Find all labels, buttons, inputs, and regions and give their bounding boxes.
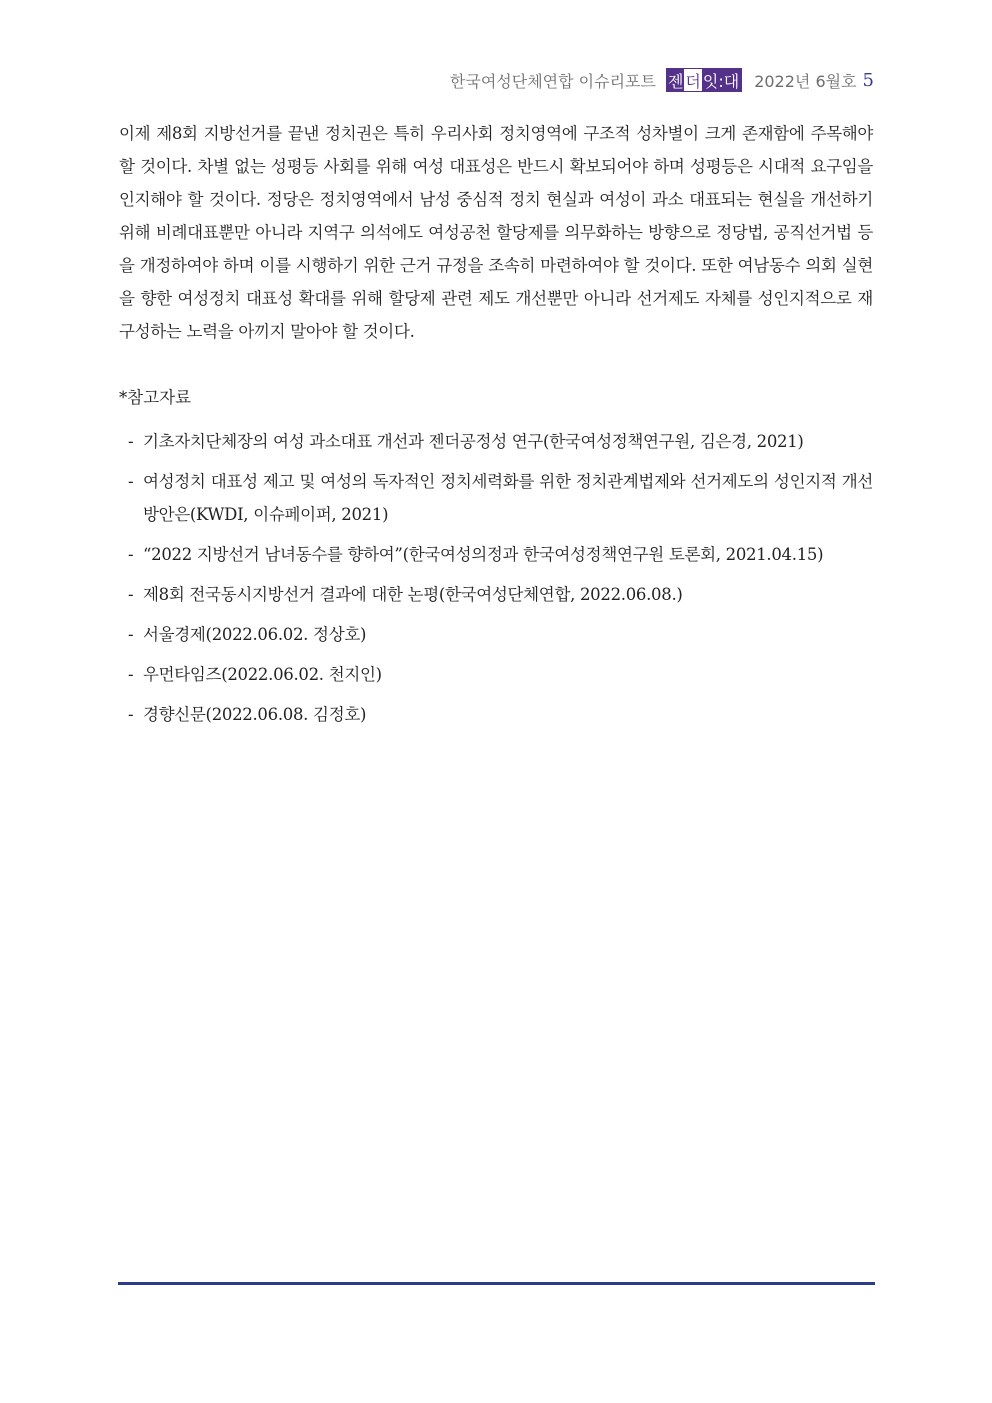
- header-organization: 한국여성단체연합 이슈리포트: [449, 71, 656, 91]
- brand-logo-part-2: 더: [684, 69, 701, 91]
- reference-text: 우먼타임즈(2022.06.02. 천지인): [143, 665, 382, 684]
- list-dash: -: [128, 665, 134, 684]
- reference-text: 제8회 전국동시지방선거 결과에 대한 논평(한국여성단체연합, 2022.06.08.): [143, 585, 683, 604]
- header-issue-date: 2022년 6월호: [754, 71, 857, 91]
- brand-logo-part-3: 잇:대: [702, 69, 741, 91]
- list-dash: -: [128, 585, 134, 604]
- body-paragraph: 이제 제8회 지방선거를 끝낸 정치권은 특히 우리사회 정치영역에 구조적 성차별이 크게 존재함에 주목해야 할 것이다. 차별 없는 성평등 사회를 위해 여성 대표성은 반드시 확보되어야 하며 성평등은 시대적 요구임을 인지해야 할 것이다. 정당은 정치영역에서 남성 중심적 정치 현실과 여성이 과소 대표되는 현실을 개선하기 위해 비례대표뿐만 아니라 지역구 의석에도 여성공천 할당제를 의무화하는 방향으로 정당법, 공직선거법 등을 개정하여야 하며 이를 시행하기 위한 근거 규정을 조속히 마련하여야 할 것이다. 또한 여남동수 의회 실현을 향한 여성정치 대표성 확대를 위해 할당제 관련 제도 개선뿐만 아니라 선거제도 자체를 성인지적으로 재구성하는 노력을 아끼지 말아야 할 것이다.: [119, 124, 873, 341]
- reference-text: 여성정치 대표성 제고 및 여성의 독자적인 정치세력화를 위한 정치관계법제와 선거제도의 성인지적 개선방안은(KWDI, 이슈페이퍼, 2021): [143, 472, 873, 524]
- reference-text: 서울경제(2022.06.02. 정상호): [143, 625, 367, 644]
- reference-item: [119, 578, 873, 611]
- reference-item: [119, 538, 873, 571]
- list-dash: -: [128, 625, 134, 644]
- reference-item: [119, 658, 873, 691]
- reference-text: 경향신문(2022.06.08. 김정호): [143, 705, 367, 724]
- footer-rule: [118, 1282, 875, 1285]
- brand-logo-part-1: 젠: [667, 69, 684, 91]
- reference-item: [119, 465, 873, 531]
- reference-item: [119, 698, 873, 731]
- reference-item: [119, 618, 873, 651]
- list-dash: -: [128, 432, 134, 451]
- list-dash: -: [128, 705, 134, 724]
- references-title: *참고자료: [119, 388, 192, 407]
- reference-item: [119, 425, 873, 458]
- list-dash: -: [128, 472, 134, 491]
- references-list: [119, 425, 873, 738]
- reference-text: 기초자치단체장의 여성 과소대표 개선과 젠더공정성 연구(한국여성정책연구원, 김은경, 2021): [143, 432, 804, 451]
- list-dash: -: [128, 545, 134, 564]
- reference-text: “2022 지방선거 남녀동수를 향하여”(한국여성의정과 한국여성정책연구원 토론회, 2021.04.15): [143, 545, 824, 564]
- page-header: [450, 68, 874, 92]
- page-number: 5: [862, 69, 874, 91]
- brand-logo: [666, 68, 742, 92]
